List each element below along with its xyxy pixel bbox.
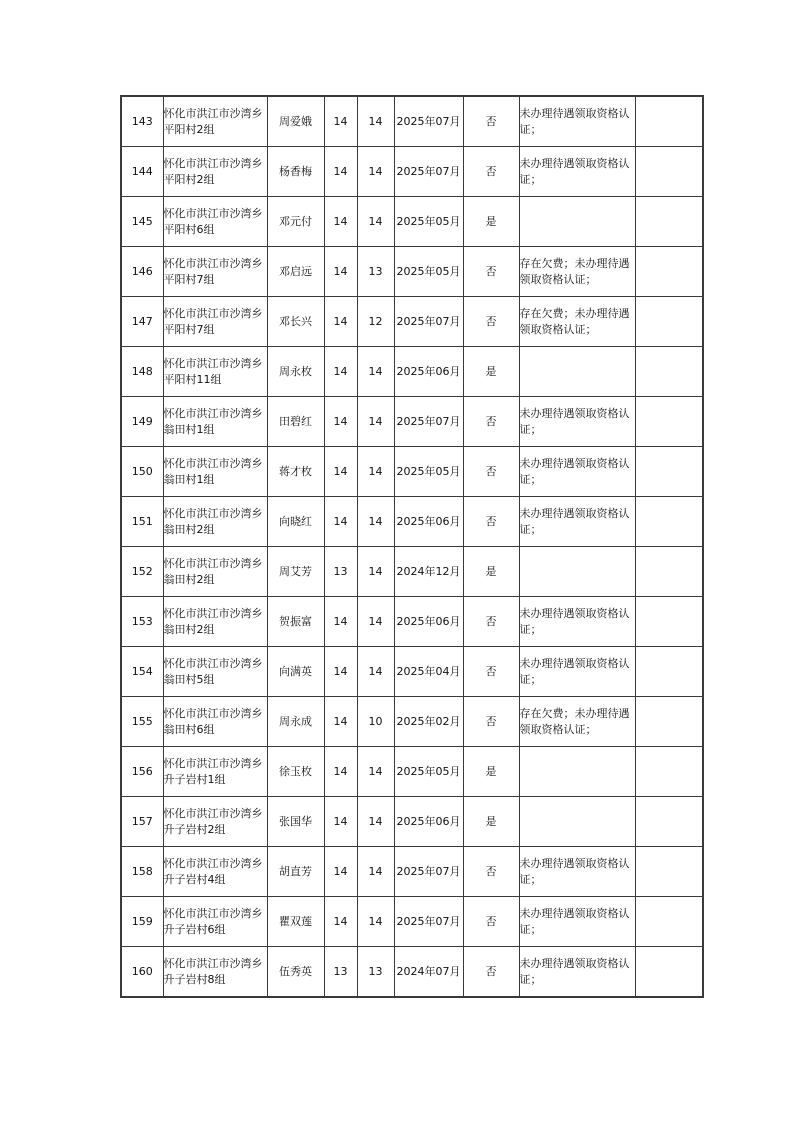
- status-flag-cell: 是: [463, 747, 519, 797]
- status-flag-cell: 否: [463, 897, 519, 947]
- person-name-cell: 胡直芳: [267, 847, 324, 897]
- table-row: [121, 197, 703, 247]
- empty-cell: [635, 747, 703, 797]
- date-cell: 2025年07月: [394, 297, 463, 347]
- status-flag-cell: 是: [463, 547, 519, 597]
- count-a-cell: 14: [324, 647, 357, 697]
- address-cell: 怀化市洪江市沙湾乡翁田村6组: [163, 697, 267, 747]
- table-row: [121, 847, 703, 897]
- table-body: [121, 96, 703, 997]
- count-a-cell: 14: [324, 847, 357, 897]
- note-cell: 存在欠费；未办理待遇领取资格认证；: [519, 297, 635, 347]
- count-a-cell: 14: [324, 96, 357, 147]
- table-row: [121, 897, 703, 947]
- person-name-cell: 周爱娥: [267, 96, 324, 147]
- count-b-cell: 10: [357, 697, 394, 747]
- date-cell: 2025年06月: [394, 497, 463, 547]
- row-number-cell: 148: [121, 347, 163, 397]
- table-row: [121, 747, 703, 797]
- table-row: [121, 547, 703, 597]
- table-row: [121, 247, 703, 297]
- date-cell: 2025年07月: [394, 147, 463, 197]
- note-cell: 未办理待遇领取资格认证；: [519, 847, 635, 897]
- empty-cell: [635, 197, 703, 247]
- records-table: [120, 95, 704, 998]
- date-cell: 2025年07月: [394, 96, 463, 147]
- count-b-cell: 14: [357, 797, 394, 847]
- person-name-cell: 向晓红: [267, 497, 324, 547]
- count-b-cell: 14: [357, 147, 394, 197]
- count-b-cell: 14: [357, 96, 394, 147]
- person-name-cell: 贺振富: [267, 597, 324, 647]
- count-b-cell: 14: [357, 347, 394, 397]
- note-cell: [519, 197, 635, 247]
- date-cell: 2025年06月: [394, 597, 463, 647]
- empty-cell: [635, 497, 703, 547]
- date-cell: 2025年05月: [394, 197, 463, 247]
- person-name-cell: 周永成: [267, 697, 324, 747]
- address-cell: 怀化市洪江市沙湾乡升子岩村8组: [163, 947, 267, 998]
- empty-cell: [635, 96, 703, 147]
- note-cell: 未办理待遇领取资格认证；: [519, 597, 635, 647]
- table-row: [121, 797, 703, 847]
- status-flag-cell: 否: [463, 397, 519, 447]
- row-number-cell: 143: [121, 96, 163, 147]
- address-cell: 怀化市洪江市沙湾乡翁田村2组: [163, 497, 267, 547]
- person-name-cell: 徐玉枚: [267, 747, 324, 797]
- row-number-cell: 145: [121, 197, 163, 247]
- count-a-cell: 14: [324, 797, 357, 847]
- table-row: [121, 147, 703, 197]
- row-number-cell: 150: [121, 447, 163, 497]
- empty-cell: [635, 547, 703, 597]
- address-cell: 怀化市洪江市沙湾乡平阳村7组: [163, 247, 267, 297]
- count-a-cell: 14: [324, 497, 357, 547]
- status-flag-cell: 否: [463, 247, 519, 297]
- person-name-cell: 张国华: [267, 797, 324, 847]
- row-number-cell: 157: [121, 797, 163, 847]
- date-cell: 2025年06月: [394, 797, 463, 847]
- row-number-cell: 151: [121, 497, 163, 547]
- empty-cell: [635, 647, 703, 697]
- count-b-cell: 14: [357, 747, 394, 797]
- date-cell: 2025年05月: [394, 447, 463, 497]
- status-flag-cell: 是: [463, 797, 519, 847]
- table-row: [121, 497, 703, 547]
- count-a-cell: 13: [324, 547, 357, 597]
- address-cell: 怀化市洪江市沙湾乡平阳村11组: [163, 347, 267, 397]
- row-number-cell: 160: [121, 947, 163, 998]
- status-flag-cell: 否: [463, 597, 519, 647]
- date-cell: 2025年07月: [394, 847, 463, 897]
- note-cell: 未办理待遇领取资格认证；: [519, 497, 635, 547]
- date-cell: 2024年07月: [394, 947, 463, 998]
- address-cell: 怀化市洪江市沙湾乡平阳村6组: [163, 197, 267, 247]
- empty-cell: [635, 897, 703, 947]
- row-number-cell: 147: [121, 297, 163, 347]
- note-cell: 未办理待遇领取资格认证；: [519, 447, 635, 497]
- address-cell: 怀化市洪江市沙湾乡平阳村2组: [163, 147, 267, 197]
- count-b-cell: 12: [357, 297, 394, 347]
- table-row: [121, 947, 703, 998]
- row-number-cell: 146: [121, 247, 163, 297]
- date-cell: 2024年12月: [394, 547, 463, 597]
- note-cell: 未办理待遇领取资格认证；: [519, 96, 635, 147]
- person-name-cell: 蒋才枚: [267, 447, 324, 497]
- row-number-cell: 158: [121, 847, 163, 897]
- count-a-cell: 14: [324, 347, 357, 397]
- empty-cell: [635, 147, 703, 197]
- table-row: [121, 297, 703, 347]
- person-name-cell: 田碧红: [267, 397, 324, 447]
- row-number-cell: 149: [121, 397, 163, 447]
- count-b-cell: 14: [357, 397, 394, 447]
- status-flag-cell: 是: [463, 347, 519, 397]
- status-flag-cell: 否: [463, 96, 519, 147]
- address-cell: 怀化市洪江市沙湾乡升子岩村1组: [163, 747, 267, 797]
- person-name-cell: 杨香梅: [267, 147, 324, 197]
- note-cell: 存在欠费；未办理待遇领取资格认证；: [519, 697, 635, 747]
- count-a-cell: 14: [324, 897, 357, 947]
- table-row: [121, 96, 703, 147]
- count-a-cell: 14: [324, 747, 357, 797]
- row-number-cell: 153: [121, 597, 163, 647]
- row-number-cell: 159: [121, 897, 163, 947]
- count-b-cell: 14: [357, 847, 394, 897]
- status-flag-cell: 否: [463, 847, 519, 897]
- person-name-cell: 周永枚: [267, 347, 324, 397]
- empty-cell: [635, 847, 703, 897]
- address-cell: 怀化市洪江市沙湾乡翁田村1组: [163, 397, 267, 447]
- address-cell: 怀化市洪江市沙湾乡平阳村7组: [163, 297, 267, 347]
- person-name-cell: 邓启远: [267, 247, 324, 297]
- count-a-cell: 14: [324, 697, 357, 747]
- status-flag-cell: 否: [463, 147, 519, 197]
- empty-cell: [635, 447, 703, 497]
- empty-cell: [635, 797, 703, 847]
- status-flag-cell: 否: [463, 497, 519, 547]
- row-number-cell: 154: [121, 647, 163, 697]
- note-cell: 未办理待遇领取资格认证；: [519, 147, 635, 197]
- note-cell: 存在欠费；未办理待遇领取资格认证；: [519, 247, 635, 297]
- note-cell: 未办理待遇领取资格认证；: [519, 897, 635, 947]
- empty-cell: [635, 297, 703, 347]
- count-a-cell: 14: [324, 247, 357, 297]
- count-b-cell: 14: [357, 647, 394, 697]
- date-cell: 2025年07月: [394, 897, 463, 947]
- count-a-cell: 14: [324, 397, 357, 447]
- table-row: [121, 597, 703, 647]
- count-b-cell: 14: [357, 447, 394, 497]
- address-cell: 怀化市洪江市沙湾乡翁田村1组: [163, 447, 267, 497]
- table-row: [121, 697, 703, 747]
- row-number-cell: 156: [121, 747, 163, 797]
- empty-cell: [635, 597, 703, 647]
- count-a-cell: 14: [324, 297, 357, 347]
- person-name-cell: 瞿双莲: [267, 897, 324, 947]
- address-cell: 怀化市洪江市沙湾乡平阳村2组: [163, 96, 267, 147]
- person-name-cell: 邓元付: [267, 197, 324, 247]
- count-a-cell: 13: [324, 947, 357, 998]
- date-cell: 2025年02月: [394, 697, 463, 747]
- person-name-cell: 邓长兴: [267, 297, 324, 347]
- empty-cell: [635, 947, 703, 998]
- status-flag-cell: 否: [463, 447, 519, 497]
- status-flag-cell: 否: [463, 697, 519, 747]
- address-cell: 怀化市洪江市沙湾乡翁田村5组: [163, 647, 267, 697]
- date-cell: 2025年06月: [394, 347, 463, 397]
- table-row: [121, 647, 703, 697]
- status-flag-cell: 否: [463, 297, 519, 347]
- count-b-cell: 14: [357, 897, 394, 947]
- count-a-cell: 14: [324, 597, 357, 647]
- date-cell: 2025年05月: [394, 247, 463, 297]
- status-flag-cell: 否: [463, 647, 519, 697]
- count-b-cell: 13: [357, 947, 394, 998]
- count-b-cell: 14: [357, 597, 394, 647]
- status-flag-cell: 是: [463, 197, 519, 247]
- empty-cell: [635, 697, 703, 747]
- count-a-cell: 14: [324, 447, 357, 497]
- person-name-cell: 周艾芳: [267, 547, 324, 597]
- address-cell: 怀化市洪江市沙湾乡翁田村2组: [163, 547, 267, 597]
- address-cell: 怀化市洪江市沙湾乡升子岩村4组: [163, 847, 267, 897]
- empty-cell: [635, 397, 703, 447]
- count-b-cell: 13: [357, 247, 394, 297]
- note-cell: 未办理待遇领取资格认证；: [519, 647, 635, 697]
- empty-cell: [635, 247, 703, 297]
- empty-cell: [635, 347, 703, 397]
- note-cell: [519, 747, 635, 797]
- address-cell: 怀化市洪江市沙湾乡升子岩村6组: [163, 897, 267, 947]
- count-a-cell: 14: [324, 197, 357, 247]
- address-cell: 怀化市洪江市沙湾乡升子岩村2组: [163, 797, 267, 847]
- row-number-cell: 152: [121, 547, 163, 597]
- status-flag-cell: 否: [463, 947, 519, 998]
- row-number-cell: 144: [121, 147, 163, 197]
- note-cell: 未办理待遇领取资格认证；: [519, 397, 635, 447]
- count-a-cell: 14: [324, 147, 357, 197]
- count-b-cell: 14: [357, 497, 394, 547]
- table-row: [121, 447, 703, 497]
- date-cell: 2025年04月: [394, 647, 463, 697]
- table-row: [121, 397, 703, 447]
- row-number-cell: 155: [121, 697, 163, 747]
- person-name-cell: 向满英: [267, 647, 324, 697]
- date-cell: 2025年07月: [394, 397, 463, 447]
- address-cell: 怀化市洪江市沙湾乡翁田村2组: [163, 597, 267, 647]
- count-b-cell: 14: [357, 197, 394, 247]
- count-b-cell: 14: [357, 547, 394, 597]
- table-row: [121, 347, 703, 397]
- note-cell: [519, 547, 635, 597]
- date-cell: 2025年05月: [394, 747, 463, 797]
- note-cell: [519, 797, 635, 847]
- note-cell: 未办理待遇领取资格认证；: [519, 947, 635, 998]
- person-name-cell: 伍秀英: [267, 947, 324, 998]
- note-cell: [519, 347, 635, 397]
